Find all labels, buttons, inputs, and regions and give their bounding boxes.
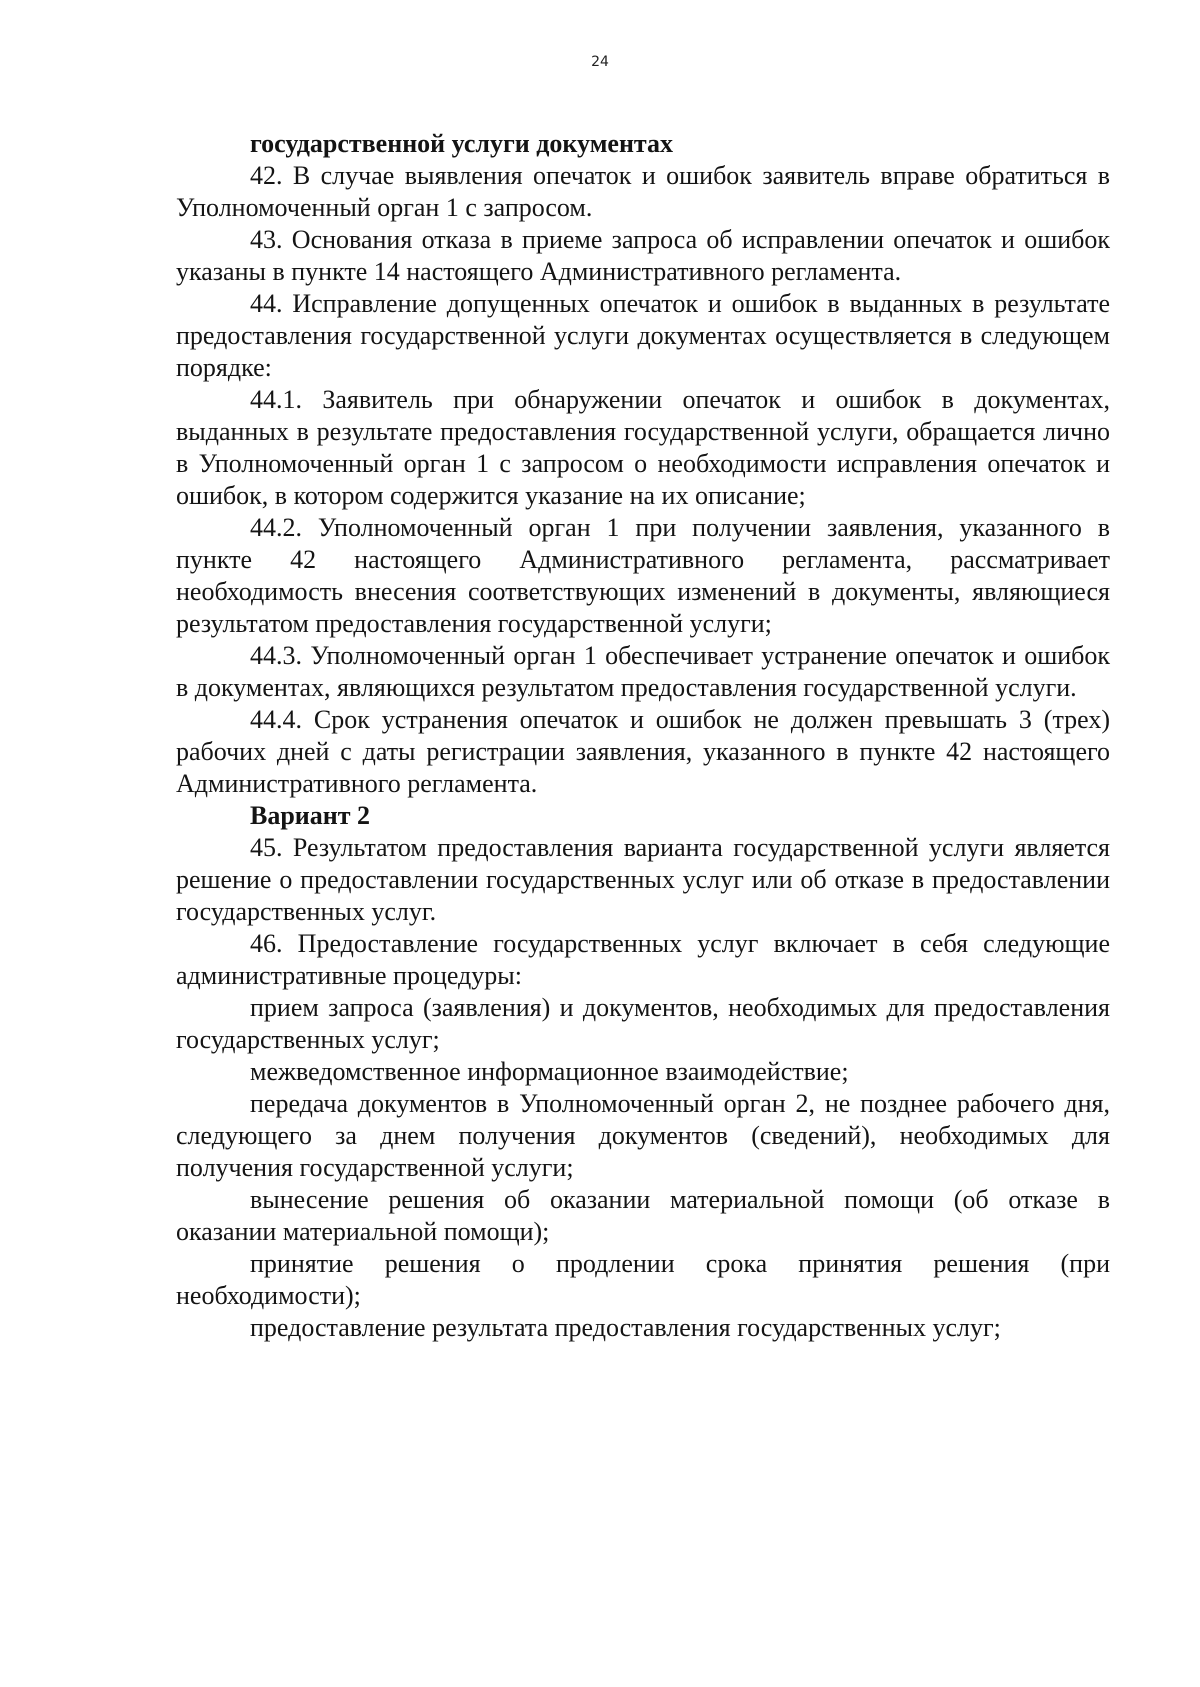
procedure-item: передача документов в Уполномоченный орган 2, не позднее рабочего дня, следующего за днем получения документов (сведений), необходимых для получения государственной услуги; (176, 1089, 1110, 1182)
paragraph-46: 46. Предоставление государственных услуг включает в себя следующие административные процедуры: (176, 929, 1110, 990)
paragraph-44: 44. Исправление допущенных опечаток и ошибок в выданных в результате предоставления государственной услуги документах осуществляется в следующем порядке: (176, 289, 1110, 382)
paragraph-44-4: 44.4. Срок устранения опечаток и ошибок не должен превышать 3 (трех) рабочих дней с даты регистрации заявления, указанного в пункте 42 настоящего Административного регламента. (176, 705, 1110, 798)
paragraph-44-3: 44.3. Уполномоченный орган 1 обеспечивает устранение опечаток и ошибок в документах, являющихся результатом предоставления государственной услуги. (176, 641, 1110, 702)
procedure-item: принятие решения о продлении срока принятия решения (при необходимости); (176, 1249, 1110, 1310)
paragraph-43: 43. Основания отказа в приеме запроса об исправлении опечаток и ошибок указаны в пункте 14 настоящего Административного регламента. (176, 225, 1110, 286)
procedure-item: предоставление результата предоставления государственных услуг; (250, 1313, 1001, 1342)
procedure-item: межведомственное информационное взаимодействие; (250, 1057, 849, 1086)
section-title: государственной услуги документах (250, 129, 674, 158)
paragraph-44-1: 44.1. Заявитель при обнаружении опечаток и ошибок в документах, выданных в результате предоставления государственной услуги, обращается лично в Уполномоченный орган 1 с запросом о необходимости исправления опечаток и ошибок, в котором содержится указание на их описание; (176, 385, 1110, 510)
page-number: 24 (591, 54, 609, 70)
procedure-item: вынесение решения об оказании материальной помощи (об отказе в оказании материальной помощи); (176, 1185, 1110, 1246)
procedure-item: прием запроса (заявления) и документов, необходимых для предоставления государственных услуг; (176, 993, 1110, 1054)
paragraph-44-2: 44.2. Уполномоченный орган 1 при получении заявления, указанного в пункте 42 настоящего Административного регламента, рассматривает необходимость внесения соответствующих изменений в документы, являющиеся результатом предоставления государственной услуги; (176, 513, 1110, 638)
variant-title: Вариант 2 (250, 801, 371, 830)
document-body (176, 128, 1110, 1344)
paragraph-45: 45. Результатом предоставления варианта государственной услуги является решение о предоставлении государственных услуг или об отказе в предоставлении государственных услуг. (176, 833, 1110, 926)
paragraph-42: 42. В случае выявления опечаток и ошибок заявитель вправе обратиться в Уполномоченный орган 1 с запросом. (176, 161, 1110, 222)
